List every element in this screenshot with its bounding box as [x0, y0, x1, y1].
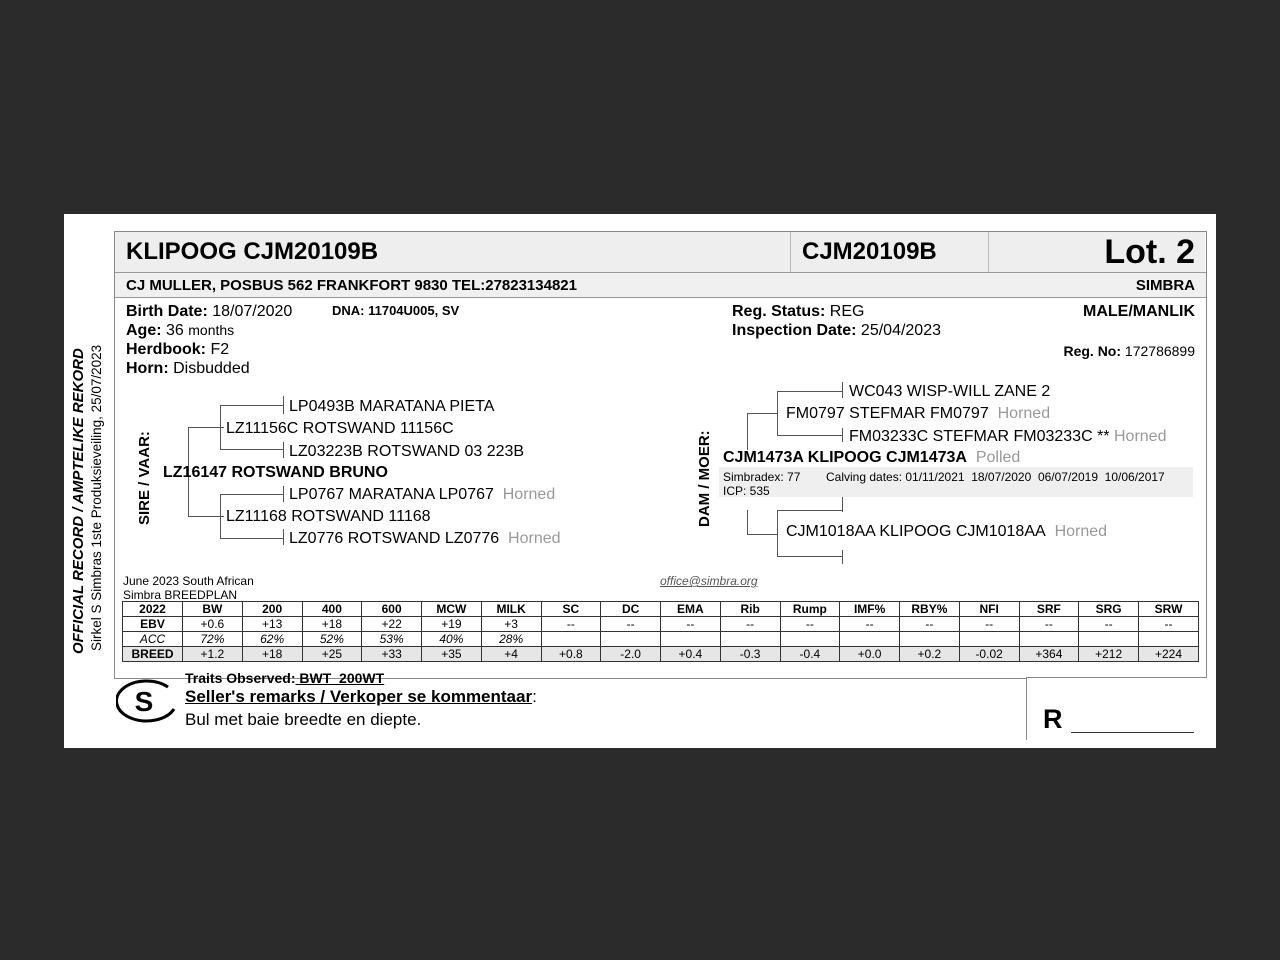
breedplan-line2: Simbra BREEDPLAN [123, 588, 238, 602]
ebv-cell: -- [661, 617, 721, 632]
breed-cell: -0.4 [780, 647, 840, 662]
ebv-header-cell: BW [183, 602, 243, 617]
ebv-header-cell: IMF% [840, 602, 900, 617]
ebv-cell: +18 [302, 617, 362, 632]
breed-cell: +212 [1079, 647, 1139, 662]
event-label: Sirkel S Simbras 1ste Produksieveiling, 25/07/2023 [89, 344, 104, 651]
calving-dates: Calving dates: 01/11/2021 18/07/2020 06/07/2019 10/06/2017 [826, 470, 1165, 484]
sire-name: LZ16147 ROTSWAND BRUNO [163, 464, 388, 481]
ebv-cell: +3 [481, 617, 541, 632]
breed-cell: +35 [422, 647, 482, 662]
acc-cell [840, 632, 900, 647]
ebv-header-cell: EMA [661, 602, 721, 617]
header-row [115, 232, 1206, 272]
ebv-header-cell: MILK [481, 602, 541, 617]
acc-cell [1019, 632, 1079, 647]
ebv-cell: -- [541, 617, 601, 632]
acc-cell [1079, 632, 1139, 647]
office-email-link[interactable]: office@simbra.org [660, 574, 758, 588]
ebv-header-cell: 2022 [123, 602, 183, 617]
ebv-table [122, 601, 1199, 662]
breed-cell: +0.4 [661, 647, 721, 662]
acc-cell: 62% [242, 632, 302, 647]
dam-name: CJM1473A KLIPOOG CJM1473A Polled [723, 449, 1021, 466]
birth-date: Birth Date: 18/07/2020 [126, 303, 293, 320]
ebv-cell: +22 [362, 617, 422, 632]
acc-cell [1139, 632, 1199, 647]
lot-number: Lot. 2 [1104, 233, 1195, 271]
ebv-header-cell: NFI [959, 602, 1019, 617]
ebv-header-cell: 200 [242, 602, 302, 617]
traits-observed: Traits Observed: BWT 200WT [185, 670, 385, 686]
acc-cell: 40% [422, 632, 482, 647]
breed-cell: -0.02 [959, 647, 1019, 662]
ebv-header-cell: SC [541, 602, 601, 617]
acc-cell [661, 632, 721, 647]
dam-label: DAM / MOER: [696, 430, 713, 527]
breed-avg-row [123, 647, 1199, 662]
breed-cell: -2.0 [601, 647, 661, 662]
breed-cell: +25 [302, 647, 362, 662]
ebv-header-cell: 400 [302, 602, 362, 617]
acc-cell [780, 632, 840, 647]
ebv-cell: -- [959, 617, 1019, 632]
simbra-logo [116, 679, 180, 725]
ebv-header-cell: SRF [1019, 602, 1079, 617]
ebv-header-cell: RBY% [900, 602, 960, 617]
ebv-cell: EBV [123, 617, 183, 632]
dna-info: DNA: 11704U005, SV [332, 303, 460, 318]
sire-label: SIRE / VAAR: [136, 431, 153, 525]
acc-cell: 72% [183, 632, 243, 647]
acc-cell: ACC [123, 632, 183, 647]
acc-cell: 28% [481, 632, 541, 647]
acc-cell: 52% [302, 632, 362, 647]
reg-status: Reg. Status: REG [732, 303, 865, 320]
animal-name: KLIPOOG CJM20109B [126, 238, 379, 265]
ebv-cell: -- [601, 617, 661, 632]
ebv-header-cell: Rib [720, 602, 780, 617]
breed-cell: -0.3 [720, 647, 780, 662]
breed-cell: +18 [242, 647, 302, 662]
breed-cell: BREED [123, 647, 183, 662]
dam-sire-sire: WC043 WISP-WILL ZANE 2 [849, 383, 1051, 400]
owner-row [115, 273, 1206, 297]
sire-sire-sire: LP0493B MARATANA PIETA [289, 398, 495, 415]
breed-cell: +1.2 [183, 647, 243, 662]
herdbook: Herdbook: F2 [126, 341, 230, 358]
sire-sire: LZ11156C ROTSWAND 11156C [226, 420, 454, 437]
acc-cell [959, 632, 1019, 647]
breedplan-line1: June 2023 South African [123, 574, 254, 588]
age: Age: 36 months [126, 322, 235, 339]
dam-dam: CJM1018AA KLIPOOG CJM1018AA Horned [786, 523, 1108, 540]
icp: ICP: 535 [723, 484, 770, 498]
ebv-cell: -- [1019, 617, 1079, 632]
sire-dam-sire: LP0767 MARATANA LP0767 Horned [289, 486, 556, 503]
ebv-header-cell: 600 [362, 602, 422, 617]
logo-letter: S [134, 686, 154, 717]
ebv-header-cell: MCW [422, 602, 482, 617]
breed-cell: +0.2 [900, 647, 960, 662]
official-record-label: OFFICIAL RECORD / AMPTELIKE REKORD [70, 348, 87, 654]
ebv-cell: -- [840, 617, 900, 632]
inspection-date: Inspection Date: 25/04/2023 [732, 322, 941, 339]
ebv-header-cell: Rump [780, 602, 840, 617]
acc-cell [900, 632, 960, 647]
ebv-header-cell: DC [601, 602, 661, 617]
ebv-cell: -- [720, 617, 780, 632]
r-label: R [1043, 704, 1063, 734]
reg-number: Reg. No: 172786899 [1063, 343, 1195, 359]
lot-card [64, 214, 1216, 748]
seller-remarks-heading: Seller's remarks / Verkoper se kommentaar: [185, 687, 537, 706]
acc-cell [601, 632, 661, 647]
owner-address: CJ MULLER, POSBUS 562 FRANKFORT 9830 TEL:27823134821 [126, 277, 577, 294]
ebv-cell: -- [780, 617, 840, 632]
seller-remarks-text: Bul met baie breedte en diepte. [185, 710, 422, 729]
ebv-cell: +0.6 [183, 617, 243, 632]
dam-sire: FM0797 STEFMAR FM0797 Horned [786, 405, 1051, 422]
ebv-cell: +13 [242, 617, 302, 632]
acc-cell [720, 632, 780, 647]
ebv-header-cell: SRG [1079, 602, 1139, 617]
r-signature-line[interactable] [1071, 732, 1194, 733]
ebv-header-row [123, 602, 1199, 617]
breed-cell: +224 [1139, 647, 1199, 662]
breed-name: SIMBRA [1135, 277, 1195, 294]
ebv-header-cell: SRW [1139, 602, 1199, 617]
sire-dam: LZ11168 ROTSWAND 11168 [226, 508, 431, 525]
acc-row [123, 632, 1199, 647]
breed-cell: +364 [1019, 647, 1079, 662]
sire-sire-dam: LZ03223B ROTSWAND 03 223B [289, 443, 525, 460]
simbradex: Simbradex: 77 [723, 470, 801, 484]
sex: MALE/MANLIK [1083, 303, 1195, 320]
ebv-cell: -- [900, 617, 960, 632]
breed-cell: +33 [362, 647, 422, 662]
sire-dam-dam: LZ0776 ROTSWAND LZ0776 Horned [289, 530, 561, 547]
ebv-cell: -- [1139, 617, 1199, 632]
breed-cell: +0.8 [541, 647, 601, 662]
ebv-cell: -- [1079, 617, 1139, 632]
dam-sire-dam: FM03233C STEFMAR FM03233C ** Horned [849, 428, 1167, 445]
breed-cell: +4 [481, 647, 541, 662]
animal-id: CJM20109B [802, 238, 937, 265]
acc-cell: 53% [362, 632, 422, 647]
ebv-row [123, 617, 1199, 632]
breed-cell: +0.0 [840, 647, 900, 662]
acc-cell [541, 632, 601, 647]
horn-status: Horn: Disbudded [126, 360, 250, 377]
ebv-cell: +19 [422, 617, 482, 632]
